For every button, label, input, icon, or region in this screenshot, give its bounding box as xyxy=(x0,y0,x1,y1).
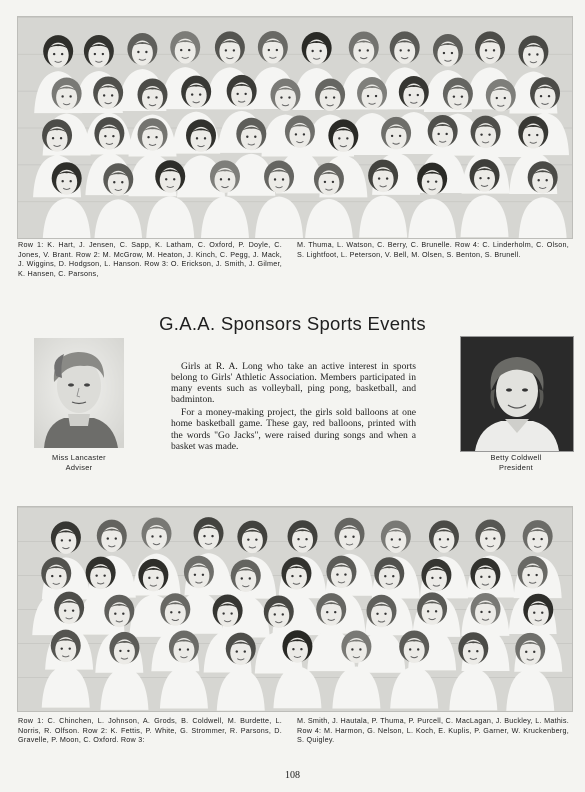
adviser-name: Miss Lancaster xyxy=(52,453,106,462)
page-number: 108 xyxy=(285,770,300,781)
caption-top-right: M. Thuma, L. Watson, C. Berry, C. Brunelle. Row 4: C. Linderholm, C. Olson, S. Lightfoot, L. Peterson, V. Bell, M. Olsen, S. Benton, S. Brunell. xyxy=(297,240,569,259)
president-portrait xyxy=(460,336,574,452)
caption-bottom-right: M. Smith, J. Hautala, P. Thuma, P. Purcell, C. MacLagan, J. Buckley, L. Mathis. Row 4: M. Harmon, G. Nelson, L. Koch, E. Kuplis, P. Garner, W. Kruckenberg, S. Quigley. xyxy=(297,716,569,745)
adviser-caption xyxy=(24,453,134,473)
caption-bottom-left: Row 1: C. Chinchen, L. Johnson, A. Grods, B. Coldwell, M. Burdette, L. Norris, R. Olfson. Row 2: K. Fettis, P. White, G. Strommer, R. Parsons, D. Gravelle, P. Moon, C. Oxford. Row 3: xyxy=(18,716,282,745)
president-caption xyxy=(455,453,577,473)
article-paragraph: Girls at R. A. Long who take an active interest in sports belong to Girls' Athletic Association. Members participated in many events such as volleyball, ping pong, basketball, and badminton. xyxy=(171,361,416,406)
group-photo-bottom xyxy=(17,506,573,712)
president-role: President xyxy=(499,463,533,472)
adviser-portrait xyxy=(34,338,124,448)
adviser-role: Adviser xyxy=(65,463,93,472)
page-title: G.A.A. Sponsors Sports Events xyxy=(159,313,426,334)
president-name: Betty Coldwell xyxy=(490,453,542,462)
group-photo-top xyxy=(17,16,573,239)
article-text xyxy=(171,361,416,454)
article-paragraph: For a money-making project, the girls sold balloons at one home basketball game. These gay, red balloons, printed with the words "Go Jacks", were raised during songs and when a basket was made. xyxy=(171,407,416,452)
caption-top-left: Row 1: K. Hart, J. Jensen, C. Sapp, K. Latham, C. Oxford, P. Doyle, C. Jones, V. Brant. Row 2: M. McGrow, M. Heaton, J. Kinch, C. Pegg, J. Mack, J. Wiggins, D. Hodgson, L. Hanson. Row 3: O. Erickson, J. Smith, J. Gilmer, K. Hansen, C. Parsons, xyxy=(18,240,282,278)
